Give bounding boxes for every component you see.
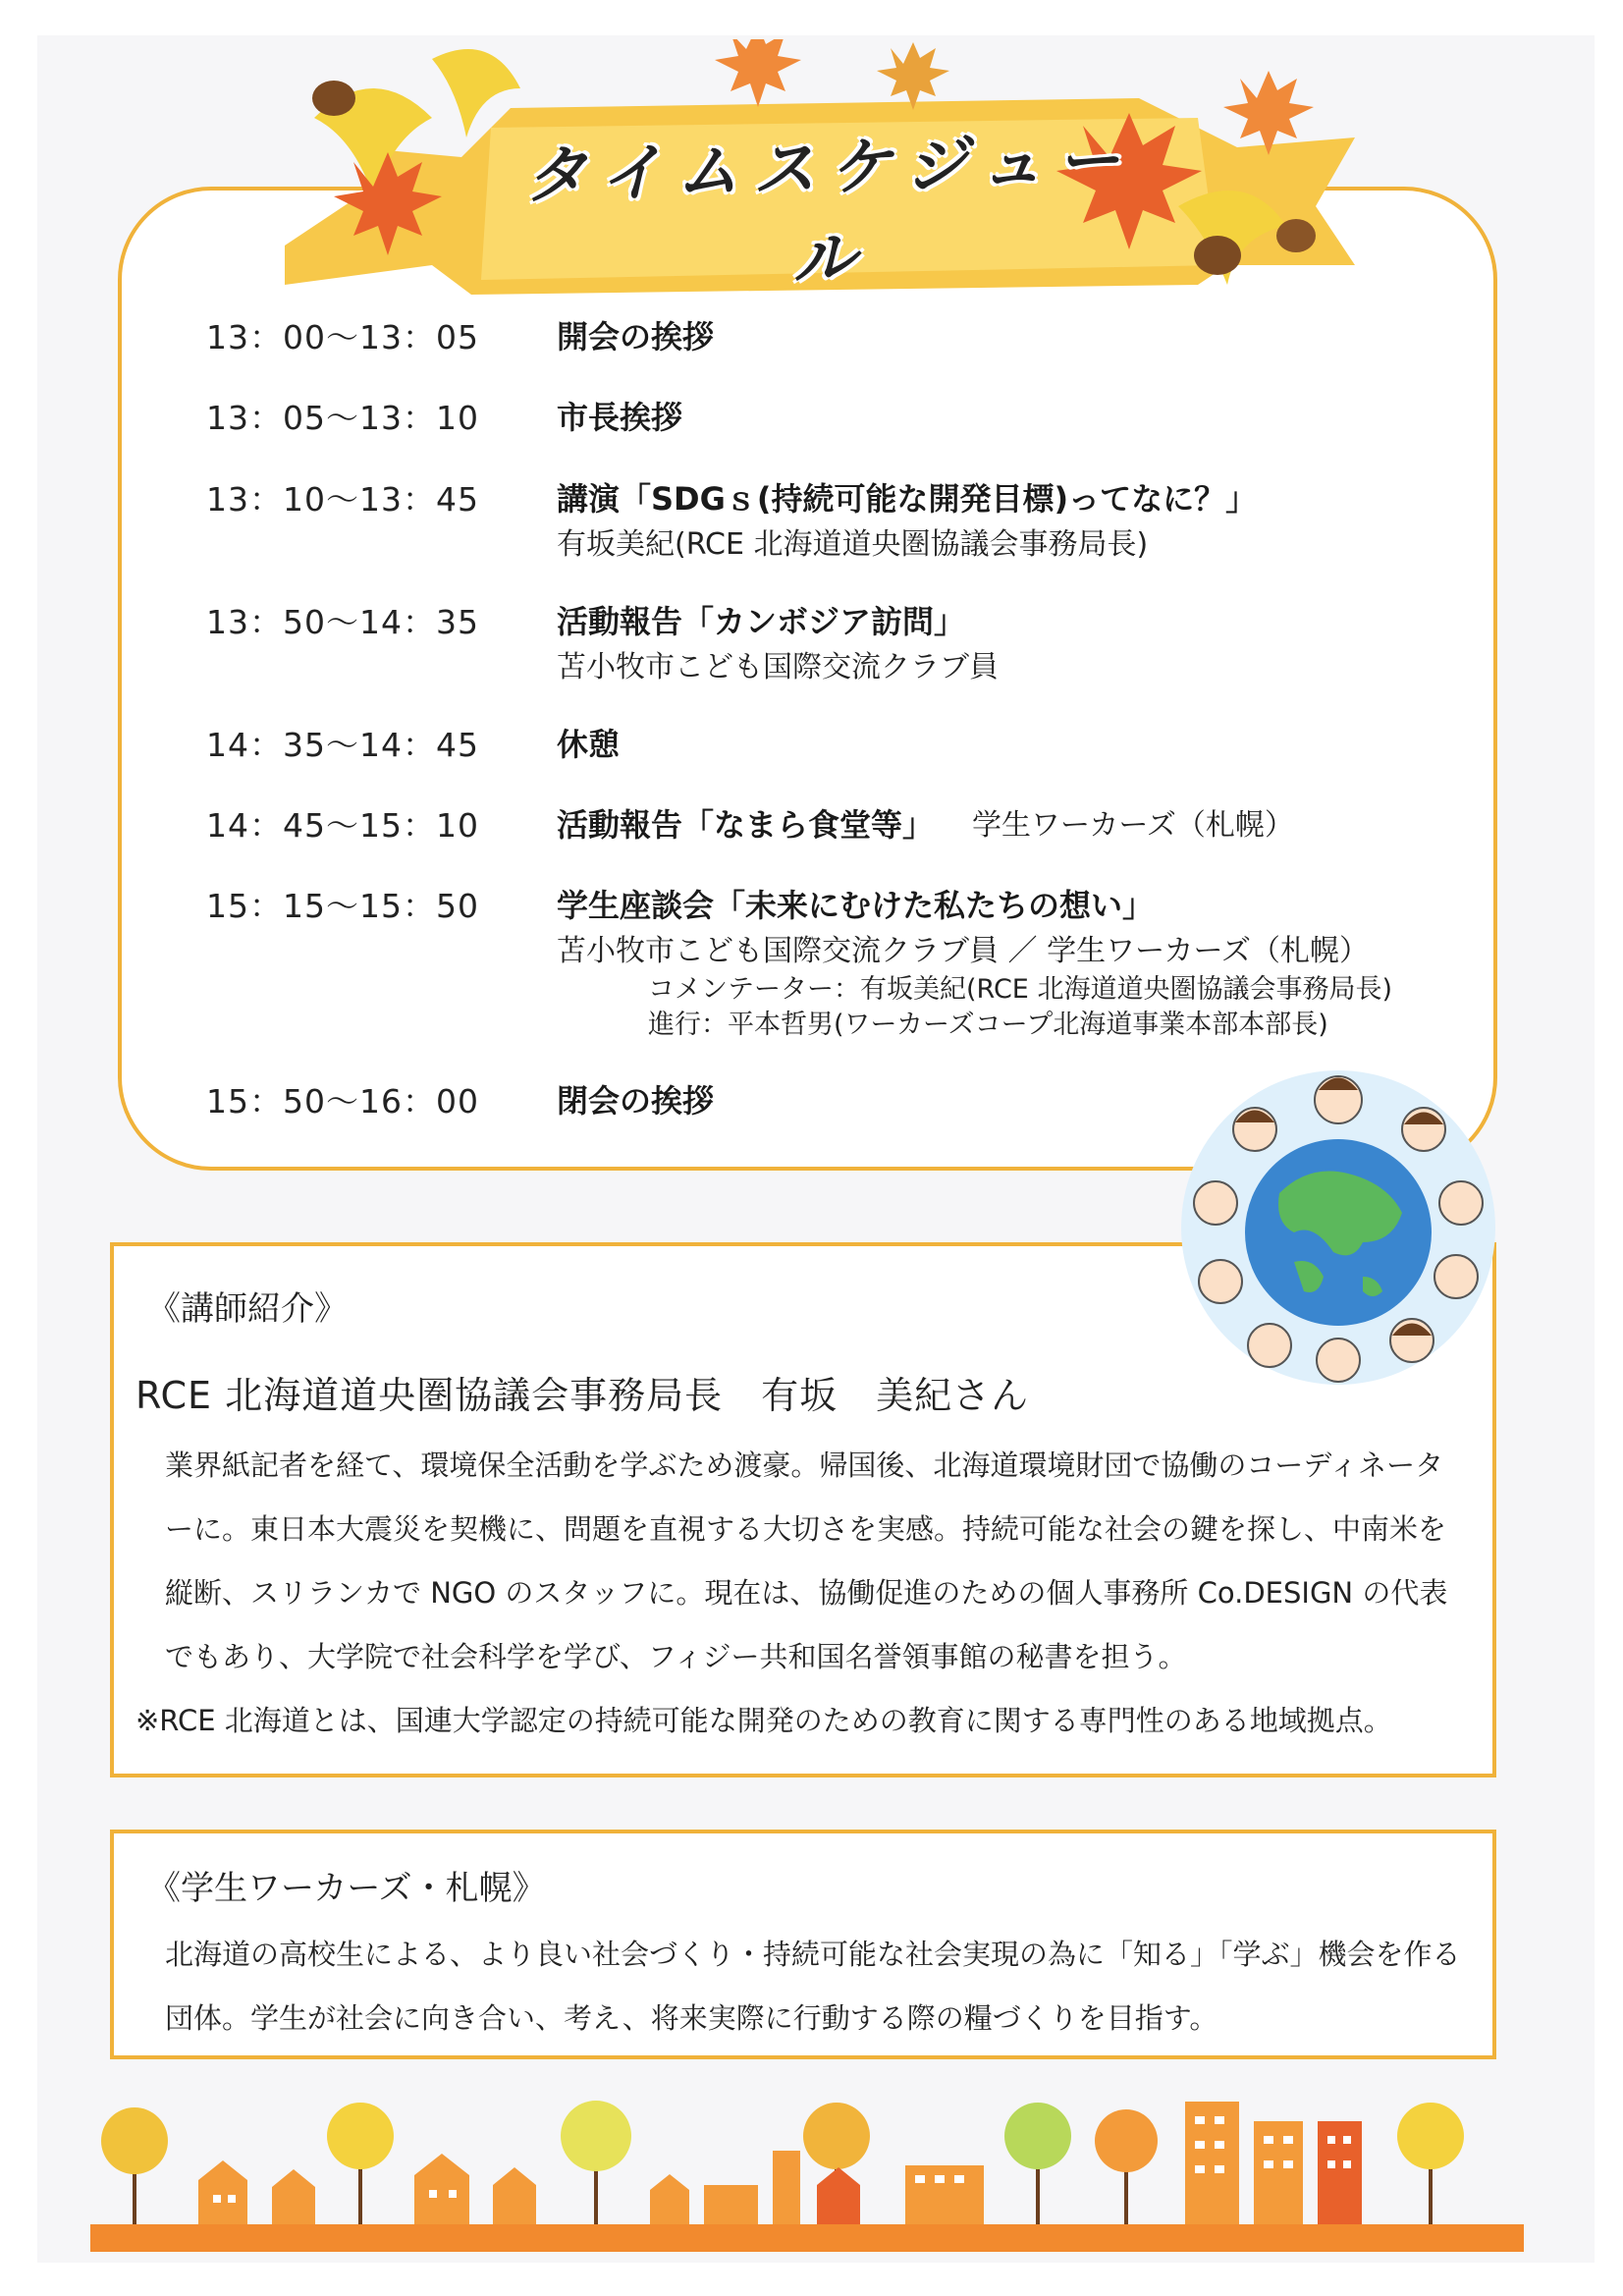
schedule-event: 市長挨拶	[557, 399, 683, 436]
workers-description-line: 北海道の高校生による、より良い社会づくり・持続可能な社会実現の為に「知る」「学ぶ」機会を作る	[165, 1938, 1461, 1971]
schedule-speaker: 苫小牧市こども国際交流クラブ員	[557, 650, 999, 684]
schedule-event: 休憩	[557, 726, 621, 763]
schedule-event: 開会の挨拶	[557, 318, 715, 355]
schedule-event: 活動報告「カンボジア訪問」	[557, 603, 966, 640]
schedule-title: タイムスケジュール	[522, 124, 1134, 297]
lecturer-heading: 《講師紹介》	[147, 1289, 348, 1329]
schedule-time: 15：15〜15：50	[206, 887, 479, 925]
schedule-speaker: 有坂美紀(RCE 北海道道央圏協議会事務局長)	[557, 527, 1149, 562]
lecturer-bio-line: 縦断、スリランカで NGO のスタッフに。現在は、協働促進のための個人事務所 Co.DESIGN の代表	[165, 1576, 1448, 1610]
globe-children-icon	[1176, 1066, 1500, 1390]
town-trees-icon	[90, 2092, 1524, 2269]
rce-note: ※RCE 北海道とは、国連大学認定の持続可能な開発のための教育に関する専門性のある地域拠点。	[135, 1704, 1392, 1737]
schedule-speaker: 苫小牧市こども国際交流クラブ員 ／ 学生ワーカーズ（札幌）	[557, 934, 1369, 968]
schedule-time: 14：45〜15：10	[206, 806, 479, 845]
schedule-moderator: 進行：平本哲男(ワーカーズコープ北海道事業本部本部長)	[648, 1010, 1328, 1040]
schedule-event: 学生座談会「未来にむけた私たちの想い」	[557, 887, 1155, 924]
schedule-time: 13：05〜13：10	[206, 399, 479, 437]
schedule-time: 14：35〜14：45	[206, 726, 479, 764]
schedule-time: 15：50〜16：00	[206, 1082, 479, 1121]
lecturer-bio-line: ーに。東日本大震災を契機に、問題を直視する大切さを実感。持続可能な社会の鍵を探し、中南米を	[165, 1512, 1447, 1546]
schedule-commentator: コメンテーター：有坂美紀(RCE 北海道道央圏協議会事務局長)	[648, 974, 1392, 1005]
schedule-time: 13：00〜13：05	[206, 318, 479, 356]
schedule-event: 閉会の挨拶	[557, 1082, 715, 1120]
schedule-event: 活動報告「なまら食堂等」	[557, 806, 935, 844]
schedule-time: 13：10〜13：45	[206, 480, 479, 519]
lecturer-bio-line: 業界紙記者を経て、環境保全活動を学ぶため渡豪。帰国後、北海道環境財団で協働のコーディネータ	[165, 1449, 1444, 1482]
workers-description-line: 団体。学生が社会に向き合い、考え、将来実際に行動する際の糧づくりを目指す。	[165, 2001, 1218, 2035]
schedule-presenter: 学生ワーカーズ（札幌）	[972, 808, 1294, 843]
lecturer-name: RCE 北海道道央圏協議会事務局長 有坂 美紀さん	[135, 1374, 1030, 1417]
workers-heading: 《学生ワーカーズ・札幌》	[147, 1869, 546, 1908]
schedule-event: 講演「SDGｓ(持続可能な開発目標)ってなに？」	[557, 480, 1258, 518]
schedule-time: 13：50〜14：35	[206, 603, 479, 641]
lecturer-bio-line: でもあり、大学院で社会科学を学び、フィジー共和国名誉領事館の秘書を担う。	[165, 1640, 1187, 1673]
